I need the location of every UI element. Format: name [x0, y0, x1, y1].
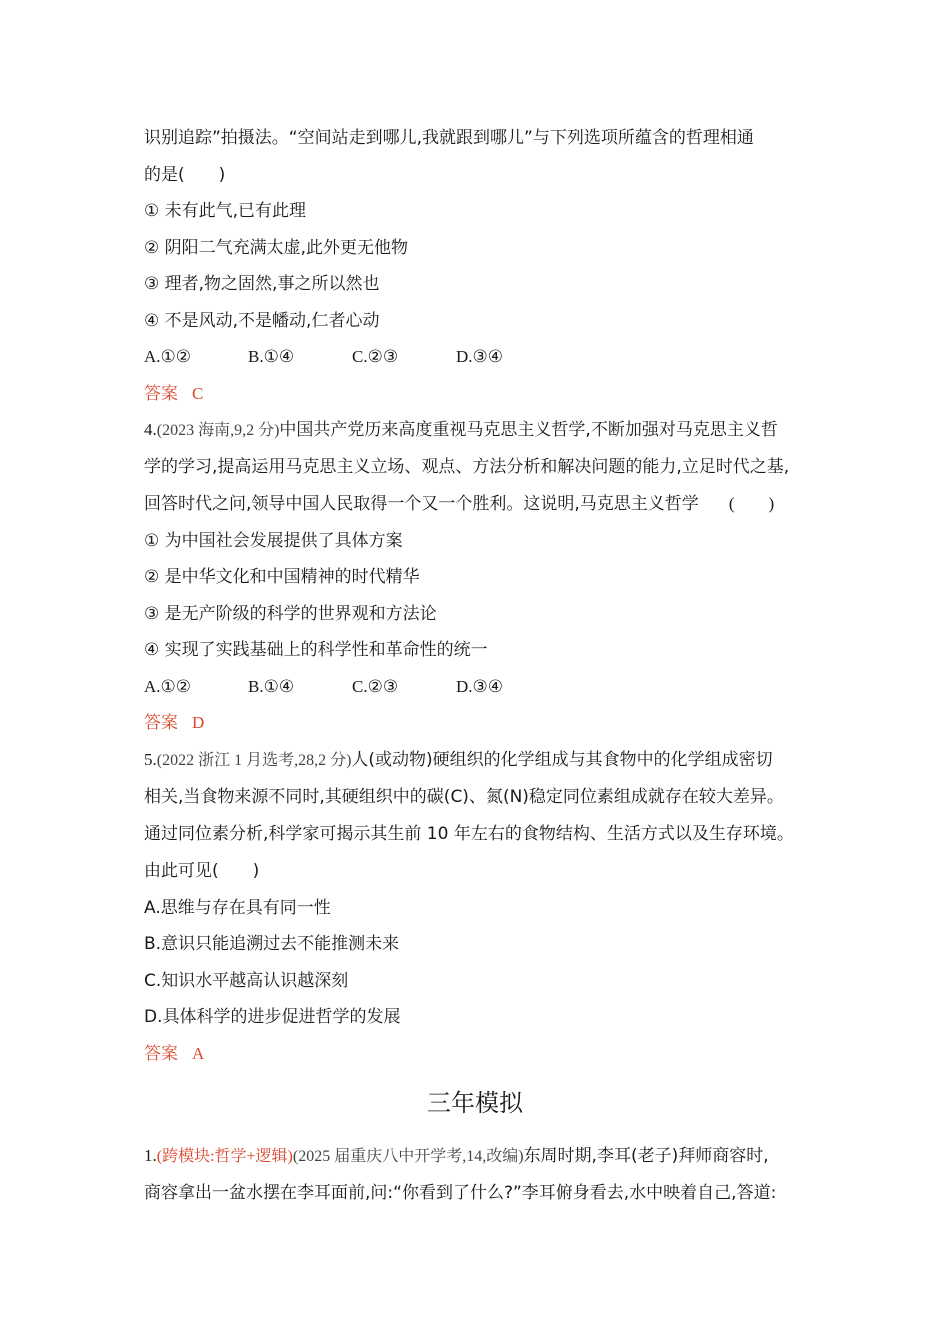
q4-stem-text: 中国共产党历来高度重视马克思主义哲学,不断加强对马克思主义哲 [279, 420, 778, 440]
q4-stem-line [144, 493, 774, 515]
q5-stem-line: 通过同位素分析,科学家可揭示其生前 10 年左右的食物结构、生活方式以及生存环境。 [144, 824, 794, 844]
q4-item: ② 是中华文化和中国精神的时代精华 [144, 567, 420, 587]
option-c: C.②③ [352, 347, 399, 366]
option-d: D.③④ [456, 347, 504, 366]
q3-item: ③ 理者,物之固然,事之所以然也 [144, 274, 380, 294]
q5-choice: B.意识只能追溯过去不能推测未来 [144, 934, 400, 954]
option-b: B.①④ [248, 677, 295, 696]
s1-source: (2025 届重庆八中开学考,14,改编) [292, 1148, 524, 1165]
answer-label: 答案 [144, 1044, 178, 1064]
q4-stem-line [144, 419, 778, 442]
answer-value: A [192, 1044, 205, 1063]
q5-answer [144, 1043, 204, 1065]
q4-options [144, 676, 560, 698]
q5-stem-line: 由此可见( ) [144, 861, 260, 881]
option-d: D.③④ [456, 677, 504, 696]
s1-stem-text: 东周时期,李耳(老子)拜师商容时, [523, 1146, 769, 1166]
option-c: C.②③ [352, 677, 399, 696]
answer-value: C [192, 384, 204, 403]
q4-answer [144, 712, 204, 734]
q4-source: (2023 海南,9,2 分) [156, 422, 280, 439]
answer-label: 答案 [144, 713, 178, 733]
q3-item: ① 未有此气,已有此理 [144, 201, 307, 221]
q4-item: ③ 是无产阶级的科学的世界观和方法论 [144, 604, 437, 624]
q3-stem-line: 识别追踪”拍摄法。“空间站走到哪儿,我就跟到哪儿”与下列选项所蕴含的哲理相通 [144, 128, 754, 148]
q5-choice: D.具体科学的进步促进哲学的发展 [144, 1007, 401, 1027]
q5-stem-line [144, 749, 773, 772]
answer-label: 答案 [144, 384, 178, 404]
q5-source: (2022 浙江 1 月选考,28,2 分) [156, 752, 352, 769]
section-title: 三年模拟 [427, 1089, 523, 1117]
q5-choice: A.思维与存在具有同一性 [144, 898, 331, 918]
s1-stem-line [144, 1145, 769, 1168]
q3-options [144, 346, 560, 368]
q3-stem-line: 的是( ) [144, 165, 226, 185]
q5-stem-line: 相关,当食物来源不同时,其硬组织中的碳(C)、氮(N)稳定同位素组成就存在较大差异。 [144, 787, 784, 807]
s1-number: 1. [144, 1146, 157, 1165]
q5-choice: C.知识水平越高认识越深刻 [144, 971, 349, 991]
q4-answer-paren: ( ) [728, 494, 775, 513]
answer-value: D [192, 713, 205, 732]
q4-item: ① 为中国社会发展提供了具体方案 [144, 531, 403, 551]
q3-item: ④ 不是风动,不是幡动,仁者心动 [144, 311, 380, 331]
q5-stem-text: 人(或动物)硬组织的化学组成与其食物中的化学组成密切 [351, 750, 773, 770]
q5-number: 5. [144, 750, 157, 769]
q4-stem-text: 回答时代之问,领导中国人民取得一个又一个胜利。这说明,马克思主义哲学 [144, 494, 699, 514]
option-a: A.①② [144, 677, 192, 696]
q3-item: ② 阴阳二气充满太虚,此外更无他物 [144, 238, 409, 258]
q4-stem-line: 学的学习,提高运用马克思主义立场、观点、方法分析和解决问题的能力,立足时代之基, [144, 457, 790, 477]
q4-number: 4. [144, 420, 157, 439]
option-a: A.①② [144, 347, 192, 366]
q3-answer [144, 383, 203, 405]
q4-item: ④ 实现了实践基础上的科学性和革命性的统一 [144, 640, 488, 660]
option-b: B.①④ [248, 347, 295, 366]
s1-stem-line: 商容拿出一盆水摆在李耳面前,问:“你看到了什么?”李耳俯身看去,水中映着自己,答道: [144, 1183, 777, 1203]
s1-tag: (跨模块:哲学+逻辑) [156, 1148, 293, 1165]
